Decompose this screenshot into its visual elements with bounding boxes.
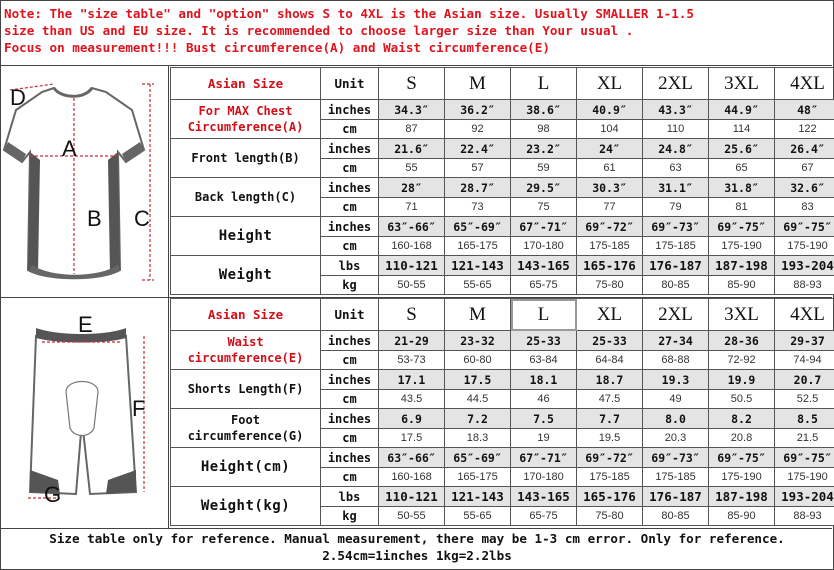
value-cell: 36.2″ — [445, 100, 511, 120]
unit-cell: cm — [321, 237, 379, 256]
value-cell: 69″-72″ — [577, 448, 643, 468]
value-cell: 69″-75″ — [775, 448, 834, 468]
unit-cell: lbs — [321, 487, 379, 507]
value-cell: 50.5 — [709, 390, 775, 409]
table-row — [171, 100, 834, 120]
label-a: A — [62, 136, 77, 161]
value-cell: 110-121 — [379, 487, 445, 507]
value-cell: 32.6″ — [775, 178, 834, 198]
value-cell: 8.2 — [709, 409, 775, 429]
value-cell: 26.4″ — [775, 139, 834, 159]
value-cell: 176-187 — [643, 256, 709, 276]
value-cell: 175-185 — [643, 237, 709, 256]
value-cell: 75 — [511, 198, 577, 217]
table-row — [171, 178, 834, 198]
value-cell: 63 — [643, 159, 709, 178]
measurement-label: Weight — [171, 256, 321, 295]
value-cell: 7.7 — [577, 409, 643, 429]
value-cell: 47.5 — [577, 390, 643, 409]
value-cell: 165-176 — [577, 487, 643, 507]
measurement-label: Foot circumference(G) — [171, 409, 321, 448]
value-cell: 63-84 — [511, 351, 577, 370]
value-cell: 69″-75″ — [709, 217, 775, 237]
unit-cell: cm — [321, 198, 379, 217]
value-cell: 176-187 — [643, 487, 709, 507]
value-cell: 31.8″ — [709, 178, 775, 198]
value-cell: 69″-72″ — [577, 217, 643, 237]
measurement-label: Height(cm) — [171, 448, 321, 487]
value-cell: 114 — [709, 120, 775, 139]
value-cell: 21-29 — [379, 331, 445, 351]
unit-cell: inches — [321, 331, 379, 351]
value-cell: 49 — [643, 390, 709, 409]
table-row — [171, 487, 834, 507]
unit-cell: lbs — [321, 256, 379, 276]
table-row — [171, 139, 834, 159]
unit-cell: cm — [321, 468, 379, 487]
value-cell: 6.9 — [379, 409, 445, 429]
value-cell: 79 — [643, 198, 709, 217]
value-cell: 88-93 — [775, 507, 834, 526]
footer-line-1: Size table only for reference. Manual measurement, there may be 1-3 cm error. Only for reference. — [49, 531, 785, 546]
shorts-asian-size-label: Asian Size — [171, 299, 321, 331]
value-cell: 121-143 — [445, 487, 511, 507]
measurement-label: For MAX Chest Circumference(A) — [171, 100, 321, 139]
value-cell: 30.3″ — [577, 178, 643, 198]
value-cell: 20.3 — [643, 429, 709, 448]
value-cell: 80-85 — [643, 507, 709, 526]
value-cell: 24″ — [577, 139, 643, 159]
value-cell: 25-33 — [577, 331, 643, 351]
jersey-header-row — [171, 68, 834, 100]
value-cell: 165-175 — [445, 468, 511, 487]
value-cell: 21.6″ — [379, 139, 445, 159]
unit-cell: kg — [321, 276, 379, 295]
jersey-size-l: L — [511, 68, 577, 100]
value-cell: 7.2 — [445, 409, 511, 429]
note-line-3: Focus on measurement!!! Bust circumference(A) and Waist circumference(E) — [4, 40, 550, 55]
unit-cell: cm — [321, 120, 379, 139]
value-cell: 44.5 — [445, 390, 511, 409]
value-cell: 25-33 — [511, 331, 577, 351]
label-c: C — [134, 206, 150, 231]
value-cell: 85-90 — [709, 276, 775, 295]
shorts-unit-header: Unit — [321, 299, 379, 331]
value-cell: 25.6″ — [709, 139, 775, 159]
shorts-size-3xl: 3XL — [709, 299, 775, 331]
value-cell: 17.5 — [445, 370, 511, 390]
value-cell: 170-180 — [511, 468, 577, 487]
jersey-size-table — [170, 67, 834, 295]
value-cell: 55-65 — [445, 276, 511, 295]
shorts-diagram — [2, 302, 167, 524]
value-cell: 68-88 — [643, 351, 709, 370]
value-cell: 40.9″ — [577, 100, 643, 120]
jersey-size-m: M — [445, 68, 511, 100]
unit-cell: cm — [321, 429, 379, 448]
value-cell: 67 — [775, 159, 834, 178]
table-row — [171, 217, 834, 237]
value-cell: 63″-66″ — [379, 448, 445, 468]
value-cell: 110-121 — [379, 256, 445, 276]
value-cell: 17.5 — [379, 429, 445, 448]
value-cell: 50-55 — [379, 276, 445, 295]
value-cell: 143-165 — [511, 487, 577, 507]
value-cell: 63″-66″ — [379, 217, 445, 237]
table-row — [171, 331, 834, 351]
unit-cell: kg — [321, 507, 379, 526]
value-cell: 85-90 — [709, 507, 775, 526]
measurement-label: Weight(kg) — [171, 487, 321, 526]
value-cell: 121-143 — [445, 256, 511, 276]
label-g: G — [44, 482, 62, 507]
value-cell: 88-93 — [775, 276, 834, 295]
shorts-size-s: S — [379, 299, 445, 331]
value-cell: 71 — [379, 198, 445, 217]
footer-line-2: 2.54cm=1inches 1kg=2.2lbs — [322, 547, 512, 563]
jersey-size-2xl: 2XL — [643, 68, 709, 100]
value-cell: 67″-71″ — [511, 217, 577, 237]
value-cell: 18.7 — [577, 370, 643, 390]
value-cell: 57 — [445, 159, 511, 178]
value-cell: 55-65 — [445, 507, 511, 526]
value-cell: 81 — [709, 198, 775, 217]
jersey-diagram — [2, 70, 167, 295]
value-cell: 20.8 — [709, 429, 775, 448]
unit-cell: inches — [321, 370, 379, 390]
value-cell: 74-94 — [775, 351, 834, 370]
jersey-size-xl: XL — [577, 68, 643, 100]
footer-divider — [0, 528, 832, 529]
jersey-asian-size-label: Asian Size — [171, 68, 321, 100]
value-cell: 18.3 — [445, 429, 511, 448]
value-cell: 53-73 — [379, 351, 445, 370]
unit-cell: inches — [321, 217, 379, 237]
value-cell: 175-190 — [709, 237, 775, 256]
unit-cell: inches — [321, 139, 379, 159]
value-cell: 72-92 — [709, 351, 775, 370]
value-cell: 187-198 — [709, 256, 775, 276]
value-cell: 24.8″ — [643, 139, 709, 159]
value-cell: 28″ — [379, 178, 445, 198]
value-cell: 28-36 — [709, 331, 775, 351]
value-cell: 170-180 — [511, 237, 577, 256]
table-row — [171, 256, 834, 276]
value-cell: 77 — [577, 198, 643, 217]
value-cell: 160-168 — [379, 468, 445, 487]
value-cell: 69″-73″ — [643, 448, 709, 468]
value-cell: 61 — [577, 159, 643, 178]
shorts-size-l: L — [511, 299, 577, 331]
value-cell: 31.1″ — [643, 178, 709, 198]
value-cell: 43.3″ — [643, 100, 709, 120]
shorts-size-m: M — [445, 299, 511, 331]
unit-cell: inches — [321, 448, 379, 468]
value-cell: 19.9 — [709, 370, 775, 390]
value-cell: 98 — [511, 120, 577, 139]
value-cell: 20.7 — [775, 370, 834, 390]
value-cell: 193-204 — [775, 256, 834, 276]
value-cell: 175-185 — [643, 468, 709, 487]
label-e: E — [78, 312, 93, 337]
value-cell: 29-37 — [775, 331, 834, 351]
label-d: D — [10, 85, 26, 110]
note-line-2: size than US and EU size. It is recommended to choose larger size than Your usual . — [4, 23, 634, 38]
value-cell: 34.3″ — [379, 100, 445, 120]
value-cell: 122 — [775, 120, 834, 139]
value-cell: 44.9″ — [709, 100, 775, 120]
value-cell: 143-165 — [511, 256, 577, 276]
jersey-size-4xl: 4XL — [775, 68, 834, 100]
value-cell: 175-185 — [577, 237, 643, 256]
value-cell: 104 — [577, 120, 643, 139]
value-cell: 160-168 — [379, 237, 445, 256]
shorts-size-xl: XL — [577, 299, 643, 331]
value-cell: 17.1 — [379, 370, 445, 390]
value-cell: 8.5 — [775, 409, 834, 429]
value-cell: 55 — [379, 159, 445, 178]
shorts-icon — [30, 328, 136, 494]
shorts-size-table — [170, 298, 834, 526]
value-cell: 50-55 — [379, 507, 445, 526]
value-cell: 21.5 — [775, 429, 834, 448]
value-cell: 23.2″ — [511, 139, 577, 159]
value-cell: 22.4″ — [445, 139, 511, 159]
table-row — [171, 409, 834, 429]
shorts-size-2xl: 2XL — [643, 299, 709, 331]
value-cell: 92 — [445, 120, 511, 139]
value-cell: 38.6″ — [511, 100, 577, 120]
footer-note — [4, 531, 830, 564]
note-line-1: Note: The "size table" and "option" shows S to 4XL is the Asian size. Usually SMALLER 1-1.5 — [4, 6, 694, 21]
value-cell: 28.7″ — [445, 178, 511, 198]
jersey-size-3xl: 3XL — [709, 68, 775, 100]
value-cell: 83 — [775, 198, 834, 217]
value-cell: 67″-71″ — [511, 448, 577, 468]
value-cell: 60-80 — [445, 351, 511, 370]
value-cell: 69″-73″ — [643, 217, 709, 237]
value-cell: 175-185 — [577, 468, 643, 487]
value-cell: 175-190 — [709, 468, 775, 487]
value-cell: 7.5 — [511, 409, 577, 429]
value-cell: 27-34 — [643, 331, 709, 351]
value-cell: 8.0 — [643, 409, 709, 429]
value-cell: 19 — [511, 429, 577, 448]
value-cell: 69″-75″ — [709, 448, 775, 468]
value-cell: 187-198 — [709, 487, 775, 507]
value-cell: 65″-69″ — [445, 448, 511, 468]
label-f: F — [132, 396, 146, 421]
value-cell: 110 — [643, 120, 709, 139]
value-cell: 75-80 — [577, 507, 643, 526]
value-cell: 193-204 — [775, 487, 834, 507]
size-note — [4, 6, 830, 57]
value-cell: 29.5″ — [511, 178, 577, 198]
unit-cell: cm — [321, 159, 379, 178]
value-cell: 165-175 — [445, 237, 511, 256]
value-cell: 19.5 — [577, 429, 643, 448]
measurement-label: Back length(C) — [171, 178, 321, 217]
measurement-label: Waist circumference(E) — [171, 331, 321, 370]
value-cell: 65 — [709, 159, 775, 178]
diagram-divider — [168, 66, 169, 528]
value-cell: 59 — [511, 159, 577, 178]
unit-cell: cm — [321, 351, 379, 370]
shorts-size-4xl: 4XL — [775, 299, 834, 331]
value-cell: 46 — [511, 390, 577, 409]
value-cell: 65-75 — [511, 276, 577, 295]
value-cell: 65-75 — [511, 507, 577, 526]
unit-cell: inches — [321, 100, 379, 120]
jersey-unit-header: Unit — [321, 68, 379, 100]
value-cell: 175-190 — [775, 237, 834, 256]
value-cell: 75-80 — [577, 276, 643, 295]
value-cell: 175-190 — [775, 468, 834, 487]
value-cell: 69″-75″ — [775, 217, 834, 237]
note-divider — [0, 65, 832, 66]
value-cell: 73 — [445, 198, 511, 217]
table-row — [171, 448, 834, 468]
value-cell: 165-176 — [577, 256, 643, 276]
shorts-header-row — [171, 299, 834, 331]
value-cell: 80-85 — [643, 276, 709, 295]
value-cell: 19.3 — [643, 370, 709, 390]
table-row — [171, 370, 834, 390]
unit-cell: cm — [321, 390, 379, 409]
measurement-label: Shorts Length(F) — [171, 370, 321, 409]
jersey-size-s: S — [379, 68, 445, 100]
unit-cell: inches — [321, 409, 379, 429]
value-cell: 43.5 — [379, 390, 445, 409]
value-cell: 65″-69″ — [445, 217, 511, 237]
value-cell: 48″ — [775, 100, 834, 120]
value-cell: 87 — [379, 120, 445, 139]
label-b: B — [87, 206, 102, 231]
value-cell: 18.1 — [511, 370, 577, 390]
unit-cell: inches — [321, 178, 379, 198]
value-cell: 23-32 — [445, 331, 511, 351]
value-cell: 64-84 — [577, 351, 643, 370]
measurement-label: Front length(B) — [171, 139, 321, 178]
value-cell: 52.5 — [775, 390, 834, 409]
measurement-label: Height — [171, 217, 321, 256]
